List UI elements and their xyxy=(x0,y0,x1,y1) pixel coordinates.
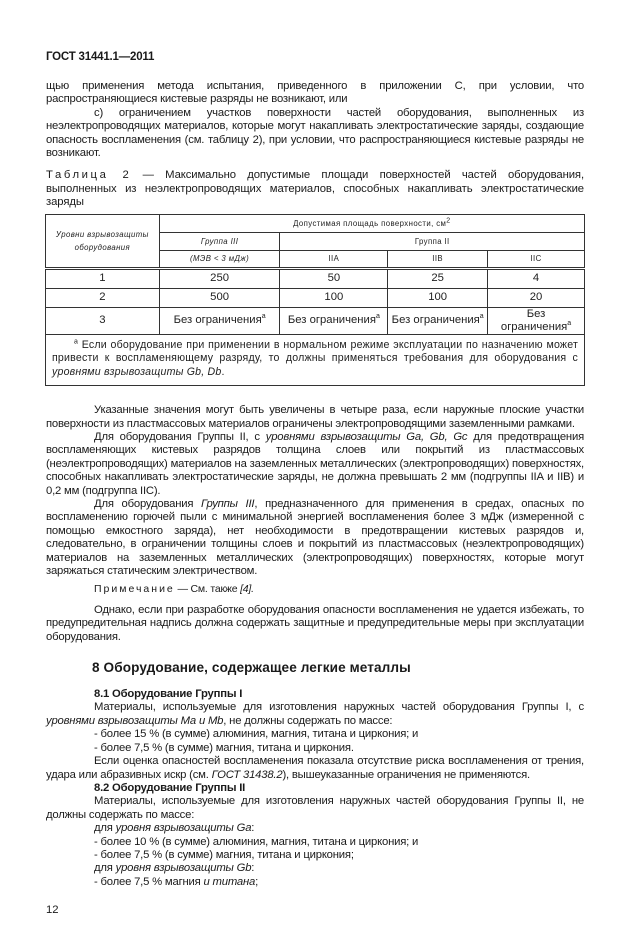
text-segment: уровнями взрывозащиты Ма и Mb xyxy=(46,714,224,727)
paragraph-item-c xyxy=(46,107,584,161)
column-header-area: Допустимая площадь поверхности, $см^2$ xyxy=(159,214,584,232)
note: Примечание — См. также [4]. xyxy=(94,583,254,596)
paragraph xyxy=(46,795,584,822)
subsection-heading: 8.2 Оборудование Группы II xyxy=(94,781,246,794)
paragraph xyxy=(46,604,584,644)
text-segment: Материалы, используемые для изготовления наружных частей оборудования Группы I, с xyxy=(94,701,584,714)
cell: 100 xyxy=(388,288,488,307)
table-caption-text: — Максимально допустимые площади поверхностей частей оборудования, выполненных из неэлектропроводящих материалов, способных накапливать электростатические заряды xyxy=(46,169,584,209)
paragraph xyxy=(46,431,584,498)
text-segment: : xyxy=(251,822,255,835)
text-segment: , не должны содержать по массе: xyxy=(223,714,393,727)
column-header-iib: IIB xyxy=(388,250,488,268)
text-segment: Для оборудования xyxy=(94,498,202,510)
paragraph xyxy=(46,404,584,431)
text-segment: и титана xyxy=(203,875,256,888)
column-header-level: Уровни взрывозащиты оборудования xyxy=(46,214,160,268)
paragraph xyxy=(46,498,584,578)
list-item: - более 10 % (в сумме) алюминия, магния, титана и циркония; и xyxy=(94,835,419,848)
cell: 2 xyxy=(46,288,160,307)
table-caption xyxy=(46,169,584,209)
text-segment: с) ограничением участков поверхности частей оборудования, выполненных из неэлектропроводящих материалов, которые могут накапливать электростатические заряды, создающие опасность воспламенения (см. таблицу 2), при условии, что распространяющиеся кистевые разряды не возникают. xyxy=(46,106,584,160)
text-segment: - более 7,5 % магния xyxy=(94,875,204,888)
list-item: - более 7,5 % (в сумме) магния, титана и циркония. xyxy=(94,741,354,754)
paragraph xyxy=(46,755,584,782)
text-segment: ; xyxy=(255,875,259,888)
cell: Без ограничения$^a$ xyxy=(488,307,585,334)
cell: 3 xyxy=(46,307,160,334)
column-header-group2: Группа II xyxy=(280,232,585,250)
text-segment: Материалы, используемые для изготовления наружных частей оборудования Группы II, не должны содержать по массе: xyxy=(46,795,584,821)
table-caption-label: Таблица 2 xyxy=(46,169,132,182)
text-segment: уровня взрывозащиты Gb xyxy=(115,862,252,875)
text-segment: Для оборудования Группы II, с xyxy=(94,430,266,443)
body-text xyxy=(46,404,584,644)
cell: 20 xyxy=(488,288,585,307)
table-row xyxy=(46,307,585,334)
table-2 xyxy=(45,214,585,387)
cell: 500 xyxy=(159,288,280,307)
cell: 250 xyxy=(159,268,280,288)
text-segment: . xyxy=(221,365,225,378)
text-segment: Указанные значения могут быть увеличены в четыре раза, если наружные плоские участки поверхности из пластмассовых материалов ограничены электропроводящими заземленными рамками. xyxy=(46,404,584,430)
table-row xyxy=(46,288,585,307)
paragraph xyxy=(46,862,584,875)
intro-text xyxy=(46,80,584,160)
text-segment: уровня взрывозащиты Ga xyxy=(115,822,252,835)
cell: Без ограничения$^a$ xyxy=(280,307,388,334)
section-8-heading: 8 Оборудование, содержащее легкие металлы xyxy=(92,660,411,676)
text-segment: для xyxy=(94,862,116,875)
column-header-iic: IIC xyxy=(488,250,585,268)
text-segment: ), вышеуказанные ограничения не применяются. xyxy=(282,768,530,781)
text-segment: уровнями взрывозащиты Gb, Db xyxy=(52,365,222,378)
section-8-text xyxy=(46,688,584,889)
cell: Без ограничения$^a$ xyxy=(159,307,280,334)
paragraph xyxy=(46,701,584,728)
list-item: - более 15 % (в сумме) алюминия, магния, титана и циркония; и xyxy=(94,728,419,741)
paragraph xyxy=(46,80,584,107)
column-header-group3-sub: (МЭВ < 3 мДж) xyxy=(159,250,280,268)
text-segment: Группы III xyxy=(201,498,255,510)
text-segment: Если оборудование при применении в нормальном режиме эксплуатации по назначению может привести к воспламеняющему разряду, то должны применяться требования для оборудования с xyxy=(52,338,578,365)
list-item xyxy=(46,876,584,889)
table-row xyxy=(46,268,585,288)
subsection-heading: 8.1 Оборудование Группы I xyxy=(94,688,243,701)
list-item: - более 7,5 % (в сумме) магния, титана и циркония; xyxy=(94,848,354,861)
document-header: ГОСТ 31441.1—2011 xyxy=(46,51,155,63)
cell: Без ограничения$^a$ xyxy=(388,307,488,334)
text-segment: щью применения метода испытания, приведенного в приложении С, при условии, что распространяющиеся кистевые разряды не возникают, или xyxy=(46,80,584,106)
text-segment: Если оценка опасностей воспламенения показала отсутствие риска воспламенения от трения, удара или абразивных искр (см. xyxy=(46,755,584,781)
paragraph xyxy=(46,822,584,835)
text-segment: Однако, если при разработке оборудования опасности воспламенения не удается избежать, то предупредительная надпись должна содержать защитные и предупредительные меры при эксплуатации оборудования. xyxy=(46,603,584,643)
column-header-iia: IIA xyxy=(280,250,388,268)
cell: 4 xyxy=(488,268,585,288)
cell: 50 xyxy=(280,268,388,288)
cell: 100 xyxy=(280,288,388,307)
text-segment: : xyxy=(251,862,255,875)
text-segment: , предназначенного для применения в средах, опасных по воспламенению горючей пыли с минимальной энергией воспламенения более 3 мДж (измеренной с помощью емкостного заряда), нет необходимости в предотвращении кистевых разрядов и, следовательно, в ограничении толщины слоев и покрытий из пластмассовых (неэлектропроводящих) материалов на заземленных металлических (электропроводящих) поверхностях, которые могут заряжаться статическим электричеством. xyxy=(46,498,584,578)
text-segment: уровнями взрывозащиты Ga, Gb, Gc xyxy=(265,430,468,443)
column-header-group3: Группа III xyxy=(159,232,280,250)
cell: 25 xyxy=(388,268,488,288)
cell: 1 xyxy=(46,268,160,288)
page-number: 12 xyxy=(46,904,59,917)
text-segment: ГОСТ 31438.2 xyxy=(211,768,283,781)
text-segment: для xyxy=(94,822,116,835)
table-footnote: $^a$ Если оборудование при применении в нормальном режиме эксплуатации по назначению может привести к воспламеняющему разряду, то должны применяться требования для оборудования с уровнями взрывозащиты Gb, Db. xyxy=(46,334,585,386)
text-segment: для предотвращения воспламеняющих кистевых разрядов толщина слоев или покрытий из пластмассовых (неэлектропроводящих) материалов на заземленных металлических (электропроводящих) поверхностях, способных накапливать электростатические заряды, не должна превышать 2 мм (подгруппы IIA и IIB) и 0,2 мм (подгруппа IIC). xyxy=(46,430,584,497)
